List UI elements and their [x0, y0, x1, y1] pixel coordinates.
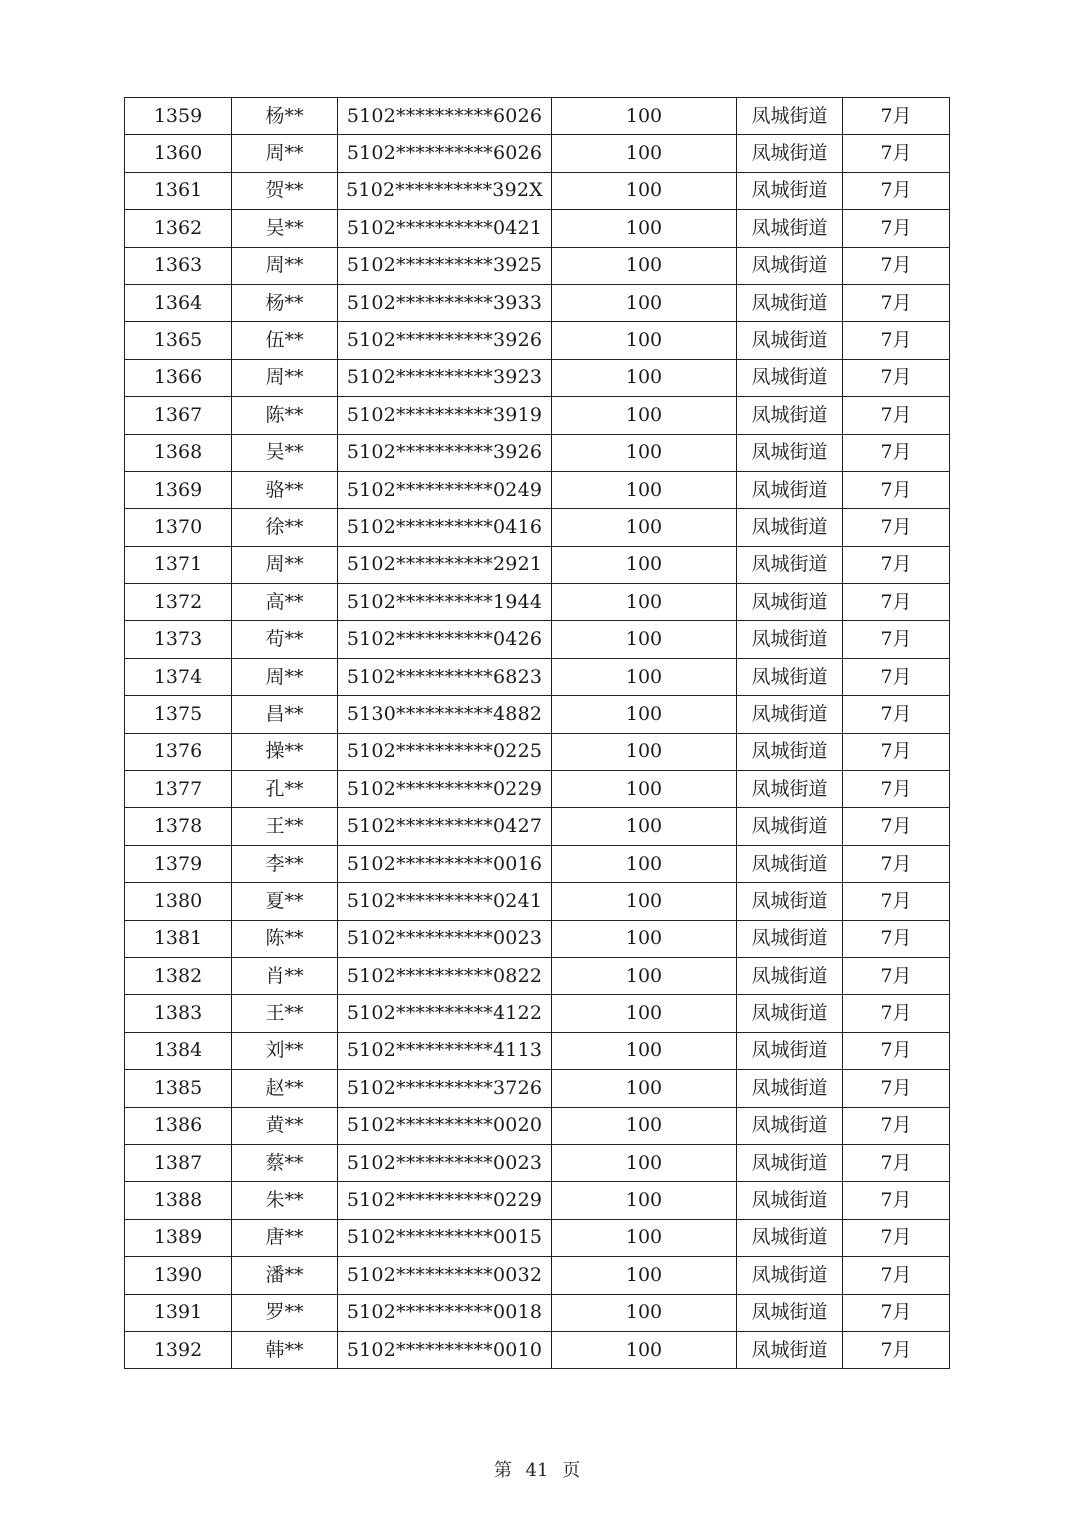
cell-serial-number: 1383 — [125, 995, 232, 1032]
cell-id-number: 5102**********0421 — [338, 210, 552, 247]
table-row — [125, 135, 950, 172]
cell-id-number: 5102**********3926 — [338, 434, 552, 471]
cell-id-number: 5102**********0023 — [338, 920, 552, 957]
cell-amount: 100 — [552, 135, 737, 172]
cell-id-number: 5102**********6026 — [338, 98, 552, 135]
cell-street: 凤城街道 — [737, 98, 843, 135]
cell-street: 凤城街道 — [737, 322, 843, 359]
cell-month: 7月 — [843, 1107, 950, 1144]
cell-street: 凤城街道 — [737, 1107, 843, 1144]
cell-name: 陈** — [232, 920, 338, 957]
cell-month: 7月 — [843, 284, 950, 321]
cell-id-number: 5102**********1944 — [338, 584, 552, 621]
cell-id-number: 5102**********0023 — [338, 1144, 552, 1181]
page-number: 41 — [525, 1460, 549, 1481]
cell-amount: 100 — [552, 995, 737, 1032]
cell-amount: 100 — [552, 509, 737, 546]
cell-id-number: 5102**********4122 — [338, 995, 552, 1032]
table-row — [125, 621, 950, 658]
records-table-body — [125, 98, 950, 1369]
cell-name: 伍** — [232, 322, 338, 359]
cell-id-number: 5102**********6823 — [338, 658, 552, 695]
cell-amount: 100 — [552, 284, 737, 321]
cell-amount: 100 — [552, 1182, 737, 1219]
table-row — [125, 883, 950, 920]
cell-serial-number: 1369 — [125, 471, 232, 508]
cell-id-number: 5102**********3923 — [338, 359, 552, 396]
cell-name: 黄** — [232, 1107, 338, 1144]
cell-name: 吴** — [232, 210, 338, 247]
cell-name: 高** — [232, 584, 338, 621]
table-row — [125, 957, 950, 994]
cell-name: 徐** — [232, 509, 338, 546]
cell-month: 7月 — [843, 845, 950, 882]
cell-name: 潘** — [232, 1257, 338, 1294]
table-row — [125, 172, 950, 209]
cell-month: 7月 — [843, 733, 950, 770]
cell-name: 杨** — [232, 284, 338, 321]
cell-serial-number: 1372 — [125, 584, 232, 621]
cell-amount: 100 — [552, 658, 737, 695]
cell-amount: 100 — [552, 771, 737, 808]
cell-month: 7月 — [843, 172, 950, 209]
cell-id-number: 5102**********3926 — [338, 322, 552, 359]
cell-street: 凤城街道 — [737, 434, 843, 471]
cell-name: 周** — [232, 135, 338, 172]
cell-id-number: 5102**********0229 — [338, 771, 552, 808]
cell-amount: 100 — [552, 247, 737, 284]
table-row — [125, 1257, 950, 1294]
table-row — [125, 546, 950, 583]
cell-amount: 100 — [552, 210, 737, 247]
cell-street: 凤城街道 — [737, 509, 843, 546]
table-row — [125, 1182, 950, 1219]
cell-street: 凤城街道 — [737, 247, 843, 284]
cell-serial-number: 1382 — [125, 957, 232, 994]
cell-name: 王** — [232, 995, 338, 1032]
cell-amount: 100 — [552, 172, 737, 209]
cell-id-number: 5102**********2921 — [338, 546, 552, 583]
cell-street: 凤城街道 — [737, 733, 843, 770]
cell-serial-number: 1376 — [125, 733, 232, 770]
cell-month: 7月 — [843, 1331, 950, 1368]
cell-name: 罗** — [232, 1294, 338, 1331]
cell-id-number: 5102**********0249 — [338, 471, 552, 508]
cell-name: 李** — [232, 845, 338, 882]
cell-name: 肖** — [232, 957, 338, 994]
cell-serial-number: 1371 — [125, 546, 232, 583]
table-row — [125, 920, 950, 957]
cell-street: 凤城街道 — [737, 1144, 843, 1181]
cell-serial-number: 1367 — [125, 397, 232, 434]
cell-id-number: 5102**********0229 — [338, 1182, 552, 1219]
cell-month: 7月 — [843, 1182, 950, 1219]
table-row — [125, 98, 950, 135]
cell-serial-number: 1360 — [125, 135, 232, 172]
cell-amount: 100 — [552, 471, 737, 508]
cell-street: 凤城街道 — [737, 471, 843, 508]
cell-street: 凤城街道 — [737, 1257, 843, 1294]
cell-id-number: 5102**********0016 — [338, 845, 552, 882]
table-row — [125, 322, 950, 359]
cell-serial-number: 1392 — [125, 1331, 232, 1368]
cell-name: 吴** — [232, 434, 338, 471]
cell-amount: 100 — [552, 546, 737, 583]
cell-month: 7月 — [843, 771, 950, 808]
cell-id-number: 5102**********0015 — [338, 1219, 552, 1256]
cell-name: 昌** — [232, 696, 338, 733]
cell-street: 凤城街道 — [737, 658, 843, 695]
table-row — [125, 434, 950, 471]
cell-id-number: 5102**********3919 — [338, 397, 552, 434]
cell-name: 贺** — [232, 172, 338, 209]
cell-amount: 100 — [552, 1032, 737, 1069]
cell-month: 7月 — [843, 210, 950, 247]
cell-month: 7月 — [843, 957, 950, 994]
cell-street: 凤城街道 — [737, 135, 843, 172]
cell-id-number: 5102**********0010 — [338, 1331, 552, 1368]
cell-id-number: 5102**********0416 — [338, 509, 552, 546]
cell-serial-number: 1361 — [125, 172, 232, 209]
page-footer-prefix: 第 — [493, 1460, 512, 1481]
table-row — [125, 1107, 950, 1144]
table-row — [125, 1032, 950, 1069]
cell-serial-number: 1364 — [125, 284, 232, 321]
table-row — [125, 845, 950, 882]
cell-month: 7月 — [843, 322, 950, 359]
cell-serial-number: 1385 — [125, 1070, 232, 1107]
table-row — [125, 359, 950, 396]
cell-month: 7月 — [843, 1070, 950, 1107]
cell-street: 凤城街道 — [737, 920, 843, 957]
table-row — [125, 771, 950, 808]
cell-id-number: 5102**********3925 — [338, 247, 552, 284]
table-row — [125, 808, 950, 845]
cell-month: 7月 — [843, 883, 950, 920]
cell-name: 赵** — [232, 1070, 338, 1107]
cell-street: 凤城街道 — [737, 621, 843, 658]
cell-street: 凤城街道 — [737, 957, 843, 994]
cell-street: 凤城街道 — [737, 546, 843, 583]
cell-month: 7月 — [843, 1257, 950, 1294]
cell-id-number: 5102**********0822 — [338, 957, 552, 994]
cell-amount: 100 — [552, 322, 737, 359]
cell-serial-number: 1381 — [125, 920, 232, 957]
cell-amount: 100 — [552, 1331, 737, 1368]
cell-street: 凤城街道 — [737, 771, 843, 808]
cell-serial-number: 1386 — [125, 1107, 232, 1144]
cell-month: 7月 — [843, 1144, 950, 1181]
cell-street: 凤城街道 — [737, 1331, 843, 1368]
cell-street: 凤城街道 — [737, 210, 843, 247]
table-row — [125, 696, 950, 733]
cell-street: 凤城街道 — [737, 883, 843, 920]
cell-month: 7月 — [843, 509, 950, 546]
cell-street: 凤城街道 — [737, 284, 843, 321]
cell-amount: 100 — [552, 883, 737, 920]
cell-amount: 100 — [552, 733, 737, 770]
cell-serial-number: 1370 — [125, 509, 232, 546]
cell-name: 唐** — [232, 1219, 338, 1256]
cell-month: 7月 — [843, 920, 950, 957]
cell-serial-number: 1391 — [125, 1294, 232, 1331]
cell-street: 凤城街道 — [737, 1219, 843, 1256]
cell-month: 7月 — [843, 135, 950, 172]
cell-id-number: 5102**********0018 — [338, 1294, 552, 1331]
cell-name: 杨** — [232, 98, 338, 135]
cell-month: 7月 — [843, 995, 950, 1032]
cell-name: 周** — [232, 658, 338, 695]
cell-month: 7月 — [843, 1032, 950, 1069]
cell-street: 凤城街道 — [737, 845, 843, 882]
cell-id-number: 5102**********6026 — [338, 135, 552, 172]
cell-name: 骆** — [232, 471, 338, 508]
cell-amount: 100 — [552, 1144, 737, 1181]
table-row — [125, 210, 950, 247]
table-row — [125, 658, 950, 695]
cell-serial-number: 1380 — [125, 883, 232, 920]
cell-name: 周** — [232, 247, 338, 284]
cell-id-number: 5130**********4882 — [338, 696, 552, 733]
table-row — [125, 397, 950, 434]
table-row — [125, 247, 950, 284]
cell-serial-number: 1362 — [125, 210, 232, 247]
cell-month: 7月 — [843, 808, 950, 845]
cell-month: 7月 — [843, 546, 950, 583]
cell-amount: 100 — [552, 920, 737, 957]
cell-month: 7月 — [843, 1219, 950, 1256]
cell-month: 7月 — [843, 471, 950, 508]
cell-serial-number: 1366 — [125, 359, 232, 396]
cell-month: 7月 — [843, 247, 950, 284]
cell-serial-number: 1378 — [125, 808, 232, 845]
cell-street: 凤城街道 — [737, 1182, 843, 1219]
cell-street: 凤城街道 — [737, 397, 843, 434]
cell-amount: 100 — [552, 1107, 737, 1144]
cell-street: 凤城街道 — [737, 584, 843, 621]
cell-month: 7月 — [843, 397, 950, 434]
cell-name: 操** — [232, 733, 338, 770]
cell-amount: 100 — [552, 1070, 737, 1107]
table-row — [125, 1070, 950, 1107]
cell-name: 陈** — [232, 397, 338, 434]
cell-name: 孔** — [232, 771, 338, 808]
cell-id-number: 5102**********0225 — [338, 733, 552, 770]
cell-name: 韩** — [232, 1331, 338, 1368]
cell-month: 7月 — [843, 584, 950, 621]
cell-name: 苟** — [232, 621, 338, 658]
cell-serial-number: 1373 — [125, 621, 232, 658]
table-row — [125, 733, 950, 770]
cell-street: 凤城街道 — [737, 172, 843, 209]
cell-name: 刘** — [232, 1032, 338, 1069]
cell-street: 凤城街道 — [737, 696, 843, 733]
cell-amount: 100 — [552, 1294, 737, 1331]
cell-serial-number: 1384 — [125, 1032, 232, 1069]
cell-month: 7月 — [843, 434, 950, 471]
cell-street: 凤城街道 — [737, 1070, 843, 1107]
cell-name: 王** — [232, 808, 338, 845]
table-row — [125, 284, 950, 321]
cell-street: 凤城街道 — [737, 1294, 843, 1331]
cell-serial-number: 1377 — [125, 771, 232, 808]
cell-name: 周** — [232, 546, 338, 583]
cell-name: 周** — [232, 359, 338, 396]
table-row — [125, 509, 950, 546]
page-footer-suffix: 页 — [562, 1460, 581, 1481]
table-row — [125, 1331, 950, 1368]
cell-id-number: 5102**********0032 — [338, 1257, 552, 1294]
page-footer — [0, 1456, 1074, 1482]
table-row — [125, 471, 950, 508]
cell-id-number: 5102**********3726 — [338, 1070, 552, 1107]
cell-name: 夏** — [232, 883, 338, 920]
cell-amount: 100 — [552, 621, 737, 658]
cell-month: 7月 — [843, 658, 950, 695]
cell-serial-number: 1359 — [125, 98, 232, 135]
cell-id-number: 5102**********0020 — [338, 1107, 552, 1144]
cell-amount: 100 — [552, 808, 737, 845]
cell-month: 7月 — [843, 98, 950, 135]
cell-id-number: 5102**********4113 — [338, 1032, 552, 1069]
cell-month: 7月 — [843, 1294, 950, 1331]
cell-month: 7月 — [843, 359, 950, 396]
cell-amount: 100 — [552, 98, 737, 135]
cell-month: 7月 — [843, 696, 950, 733]
cell-serial-number: 1363 — [125, 247, 232, 284]
cell-amount: 100 — [552, 957, 737, 994]
cell-serial-number: 1374 — [125, 658, 232, 695]
table-row — [125, 1294, 950, 1331]
cell-amount: 100 — [552, 359, 737, 396]
cell-amount: 100 — [552, 397, 737, 434]
cell-serial-number: 1388 — [125, 1182, 232, 1219]
cell-name: 朱** — [232, 1182, 338, 1219]
cell-street: 凤城街道 — [737, 1032, 843, 1069]
cell-serial-number: 1375 — [125, 696, 232, 733]
cell-name: 蔡** — [232, 1144, 338, 1181]
cell-serial-number: 1368 — [125, 434, 232, 471]
cell-id-number: 5102**********0241 — [338, 883, 552, 920]
cell-id-number: 5102**********3933 — [338, 284, 552, 321]
cell-street: 凤城街道 — [737, 995, 843, 1032]
table-row — [125, 1219, 950, 1256]
cell-amount: 100 — [552, 696, 737, 733]
cell-id-number: 5102**********0427 — [338, 808, 552, 845]
cell-serial-number: 1365 — [125, 322, 232, 359]
cell-street: 凤城街道 — [737, 808, 843, 845]
cell-street: 凤城街道 — [737, 359, 843, 396]
cell-serial-number: 1389 — [125, 1219, 232, 1256]
cell-amount: 100 — [552, 1219, 737, 1256]
cell-serial-number: 1379 — [125, 845, 232, 882]
cell-amount: 100 — [552, 434, 737, 471]
table-row — [125, 995, 950, 1032]
table-row — [125, 584, 950, 621]
cell-amount: 100 — [552, 584, 737, 621]
cell-amount: 100 — [552, 1257, 737, 1294]
cell-id-number: 5102**********0426 — [338, 621, 552, 658]
cell-id-number: 5102**********392X — [338, 172, 552, 209]
cell-serial-number: 1390 — [125, 1257, 232, 1294]
cell-serial-number: 1387 — [125, 1144, 232, 1181]
cell-amount: 100 — [552, 845, 737, 882]
records-table — [124, 97, 950, 1369]
cell-month: 7月 — [843, 621, 950, 658]
table-row — [125, 1144, 950, 1181]
